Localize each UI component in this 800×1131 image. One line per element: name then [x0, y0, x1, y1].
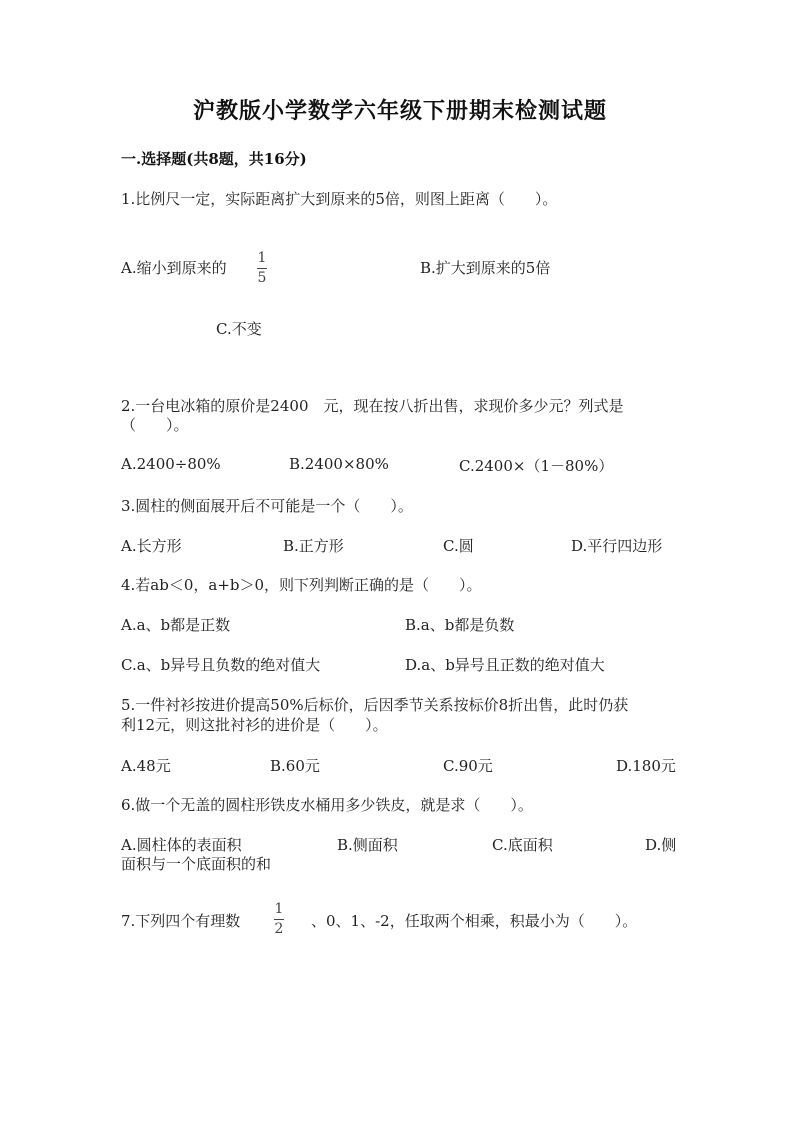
fraction-bar [274, 919, 284, 920]
question-4-option-d: D.a、b异号且正数的绝对值大 [405, 656, 605, 674]
fraction-denominator: 2 [274, 921, 284, 937]
question-6-option-d-line-2: 面积与一个底面积的和 [121, 855, 272, 873]
question-3-stem: 3.圆柱的侧面展开后不可能是一个（ ）。 [121, 497, 413, 515]
question-1-option-a: A.缩小到原来的 [121, 259, 227, 277]
question-6-option-d-line-1: D.侧 [645, 836, 677, 854]
question-5-option-c: C.90元 [443, 757, 493, 775]
question-3-option-a: A.长方形 [121, 537, 182, 555]
fraction-bar [257, 268, 267, 269]
fraction-numerator: 1 [257, 250, 267, 266]
question-7-stem-suffix: 、0、1、-2，任取两个相乘，积最小为（ ）。 [311, 912, 638, 930]
fraction-denominator: 5 [257, 270, 267, 286]
question-6-stem: 6.做一个无盖的圆柱形铁皮水桶用多少铁皮，就是求（ ）。 [121, 796, 533, 814]
question-1-stem: 1.比例尺一定，实际距离扩大到原来的5倍，则图上距离（ ）。 [121, 190, 558, 208]
question-2-stem-line-1: 2.一台电冰箱的原价是2400 元，现在按八折出售，求现价多少元？列式是 [121, 397, 624, 415]
question-3-option-c: C.圆 [443, 537, 474, 555]
question-1-option-a-fraction [257, 251, 267, 286]
question-2-option-a: A.2400÷80% [121, 455, 221, 473]
question-1-option-c: C.不变 [216, 320, 262, 338]
question-5-stem-line-2: 利12元，则这批衬衫的进价是（ ）。 [121, 716, 388, 734]
page-title: 沪教版小学数学六年级下册期末检测试题 [192, 98, 607, 124]
question-4-stem: 4.若ab＜0，a+b＞0，则下列判断正确的是（ ）。 [121, 576, 482, 594]
question-7-fraction [274, 902, 284, 937]
question-5-option-d: D.180元 [616, 757, 676, 775]
fraction-numerator: 1 [274, 901, 284, 917]
question-4-option-b: B.a、b都是负数 [405, 616, 515, 634]
question-2-option-b: B.2400×80% [289, 455, 389, 473]
question-5-option-a: A.48元 [121, 757, 171, 775]
question-3-option-b: B.正方形 [283, 537, 344, 555]
question-1-option-b: B.扩大到原来的5倍 [420, 259, 551, 277]
question-4-option-a: A.a、b都是正数 [121, 616, 231, 634]
question-6-option-c: C.底面积 [492, 836, 553, 854]
question-2-stem-line-2: （ ）。 [121, 416, 189, 434]
question-6-option-b: B.侧面积 [337, 836, 398, 854]
question-3-option-d: D.平行四边形 [571, 537, 663, 555]
question-2-option-c: C.2400×（1－80%） [459, 457, 614, 475]
section-heading: 一.选择题(共8题，共16分) [121, 150, 307, 168]
question-5-stem-line-1: 5.一件衬衫按进价提高50%后标价，后因季节关系按标价8折出售，此时仍获 [121, 696, 629, 714]
question-4-option-c: C.a、b异号且负数的绝对值大 [121, 656, 321, 674]
question-6-option-a: A.圆柱体的表面积 [121, 836, 242, 854]
question-7-stem-prefix: 7.下列四个有理数 [121, 912, 241, 930]
question-5-option-b: B.60元 [270, 757, 320, 775]
